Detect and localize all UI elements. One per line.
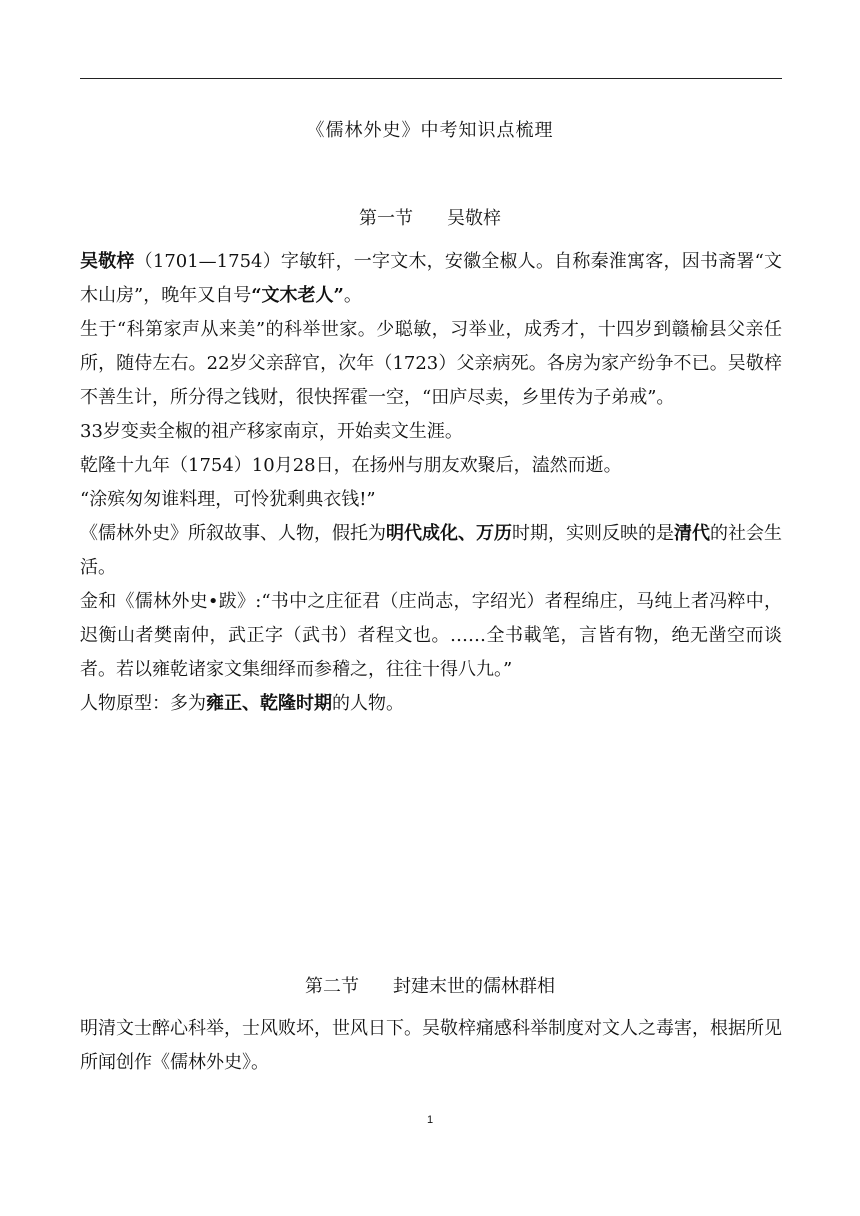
author-intro-text: （1701—1754）字敏轩，一字文木，安徽全椒人。自称秦淮寓客，因书斋署“文木山房”，晚年又自号 [80,251,782,306]
header-rule [80,78,782,79]
section-1-number: 第一节 [359,208,413,229]
author-intro-end: 。 [343,285,362,306]
section-2-name: 封建末世的儒林群相 [393,976,555,997]
setting-text-1: 《儒林外史》所叙故事、人物，假托为 [80,523,386,544]
section-2-number: 第二节 [305,976,359,997]
page-number: 1 [426,1114,434,1126]
paragraph-nanjing: 33岁变卖全椒的祖产移家南京，开始卖文生涯。 [80,421,463,442]
setting-text-2: 时期，实则反映的是 [512,523,674,544]
section-2-body [80,1012,782,1080]
paragraph-death: 乾隆十九年（1754）10月28日，在扬州与朋友欢聚后，溘然而逝。 [80,455,622,476]
paragraph-setting [80,517,782,585]
paragraph-section-2: 明清文士醉心科举，士风败坏，世风日下。吴敬梓痛感科举制度对文人之毒害，根据所见所闻创作《儒林外史》。 [80,1018,782,1073]
paragraph-prototypes [80,687,782,721]
section-2-heading [0,972,860,998]
section-1-body [80,245,782,721]
paragraph-author-intro [80,245,782,313]
section-1-name: 吴敬梓 [447,208,501,229]
paragraph-family: 生于“科第家声从来美”的科举世家。少聪敏，习举业，成秀才，十四岁到赣榆县父亲任所，随侍左右。22岁父亲辞官，次年（1723）父亲病死。各房为家产纷争不已。吴敬梓不善生计，所分得之钱财，很快挥霍一空，“田庐尽卖，乡里传为子弟戒”。 [80,319,782,408]
document-title: 《儒林外史》中考知识点梳理 [306,120,554,141]
paragraph-poem: “涂殡匆匆谁料理，可怜犹剩典衣钱!” [80,489,376,510]
setting-text-3: 的社会生活。 [80,523,782,578]
setting-qing-bold: 清代 [674,523,710,544]
section-1-heading [0,204,860,230]
setting-ming-bold: 明代成化、万历 [386,523,512,544]
paragraph-jinhe-quote: 金和《儒林外史•跋》:“书中之庄征君（庄尚志，字绍光）者程绵庄，马纯上者冯粹中，迟衡山者樊南仲，武正字（武书）者程文也。……全书載笔，言皆有物，绝无凿空而谈者。若以雍乾诸家文集细绎而参稽之，往往十得八九。” [80,591,782,680]
prototypes-text-2: 的人物。 [332,693,404,714]
prototypes-era-bold: 雍正、乾隆时期 [206,693,332,714]
author-name-bold: 吴敬梓 [80,251,135,272]
pen-name-bold: “文木老人” [251,285,344,306]
prototypes-text-1: 人物原型：多为 [80,693,206,714]
